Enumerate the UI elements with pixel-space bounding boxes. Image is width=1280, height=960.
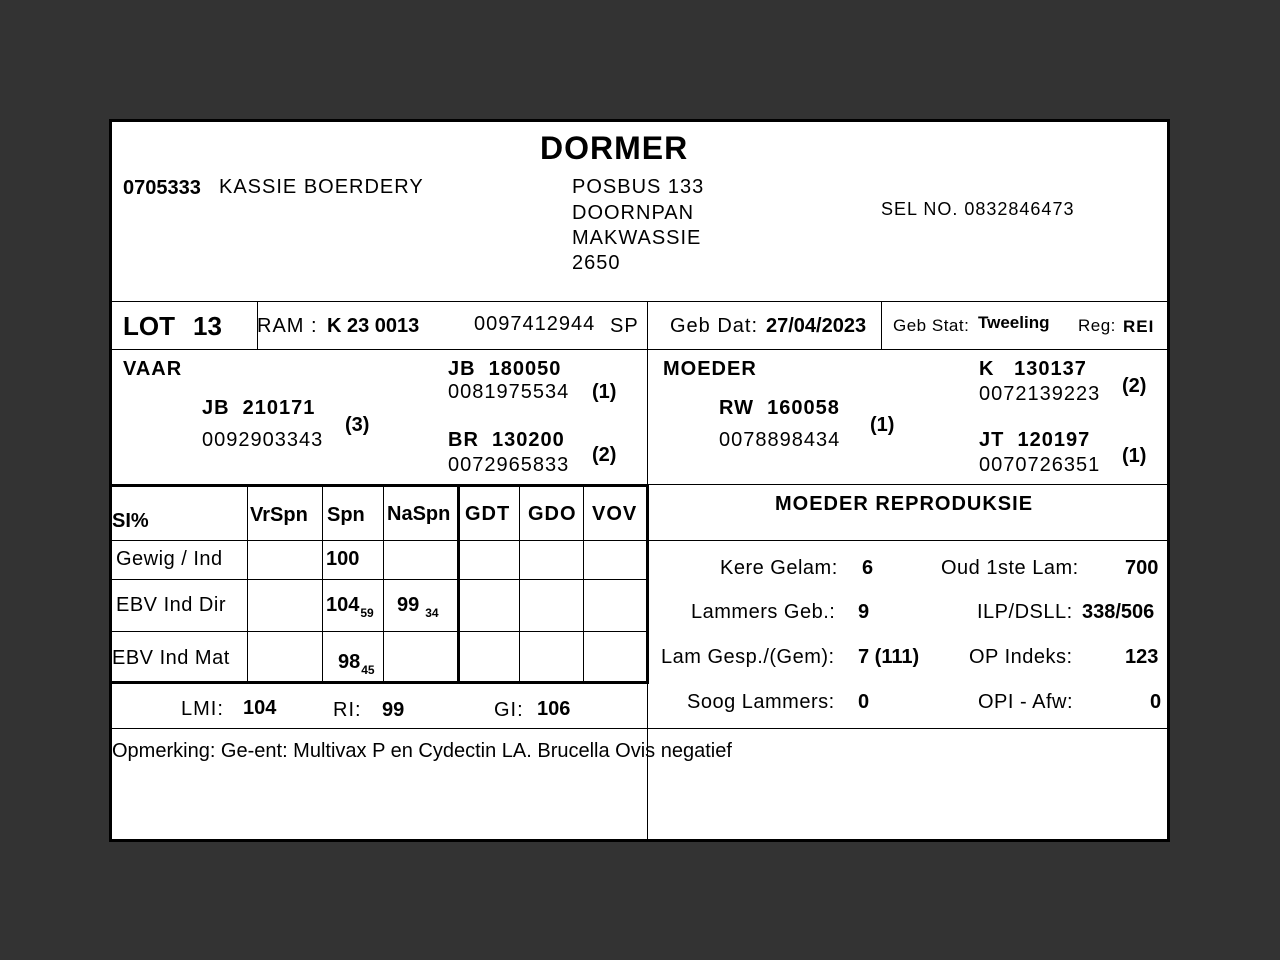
owner-number: 0705333 [123, 177, 201, 199]
ilp-value: 338/506 [1082, 601, 1155, 623]
naspn-subscript: 34 [425, 606, 439, 620]
address-line-1: POSBUS 133 [572, 176, 705, 198]
row-naspn-value [397, 594, 439, 620]
header-vov: VOV [592, 503, 638, 525]
row-label: EBV Ind Dir [116, 594, 226, 616]
gi-value: 106 [537, 698, 571, 720]
row-spn-value [338, 651, 375, 677]
kere-gelam-value: 6 [862, 557, 874, 579]
sire-dam-count: (2) [592, 444, 617, 466]
dam-count: (1) [870, 414, 895, 436]
row-label: Gewig / Ind [116, 548, 223, 570]
dam-label: MOEDER [663, 358, 757, 380]
cell-number: SEL NO. 0832846473 [881, 199, 1075, 219]
lam-gesp-label: Lam Gesp./(Gem): [661, 646, 835, 668]
header-gdo: GDO [528, 503, 577, 525]
naspn-value: 99 [397, 594, 420, 616]
lot-label: LOT [123, 311, 175, 341]
sire-dam-number: 0072965833 [448, 454, 570, 476]
soog-label: Soog Lammers: [687, 691, 835, 713]
dam-dam-number: 0070726351 [979, 454, 1101, 476]
oud-value: 700 [1125, 557, 1159, 579]
kere-gelam-label: Kere Gelam: [720, 557, 838, 579]
birth-date: 27/04/2023 [766, 315, 867, 337]
address-line-2: DOORNPAN [572, 202, 695, 224]
reg-value: REI [1123, 317, 1155, 336]
spn-subscript: 59 [360, 606, 374, 620]
dam-dam-id: JT 120197 [979, 429, 1091, 451]
dam-sire-id: K 130137 [979, 358, 1087, 380]
ri-value: 99 [382, 699, 405, 721]
sire-label: VAAR [123, 358, 183, 380]
sire-id: JB 210171 [202, 397, 316, 419]
owner-name: KASSIE BOERDERY [219, 176, 424, 198]
dam-sire-number: 0072139223 [979, 383, 1101, 405]
lmi-value: 104 [243, 697, 277, 719]
soog-value: 0 [858, 691, 870, 713]
lmi-label: LMI: [181, 698, 224, 720]
spn-subscript: 45 [361, 663, 375, 677]
birth-status: Tweeling [978, 313, 1050, 332]
ram-label: RAM : [257, 315, 318, 337]
ram-id: K 23 0013 [327, 315, 420, 337]
lot-card [109, 119, 1170, 842]
sire-dam-id: BR 130200 [448, 429, 565, 451]
dam-id: RW 160058 [719, 397, 840, 419]
ram-suffix: SP [610, 315, 639, 337]
breed-title: DORMER [540, 130, 689, 166]
row-spn-value: 100 [326, 548, 360, 570]
ilp-label: ILP/DSLL: [977, 601, 1073, 623]
sire-sire-count: (1) [592, 381, 617, 403]
header-si: SI% [112, 510, 149, 532]
header-gdt: GDT [465, 503, 511, 525]
reproduction-title: MOEDER REPRODUKSIE [775, 493, 1034, 515]
op-value: 123 [1125, 646, 1159, 668]
oud-label: Oud 1ste Lam: [941, 557, 1079, 579]
row-spn-value [326, 594, 374, 620]
opi-value: 0 [1150, 691, 1162, 713]
dam-sire-count: (2) [1122, 375, 1147, 397]
opi-label: OPI - Afw: [978, 691, 1074, 713]
spn-value: 98 [338, 651, 361, 673]
sire-count: (3) [345, 414, 370, 436]
ram-number: 0097412944 [474, 313, 596, 335]
row-label: EBV Ind Mat [112, 647, 230, 669]
sire-number: 0092903343 [202, 429, 324, 451]
address-line-3: MAKWASSIE [572, 227, 702, 249]
remark: Opmerking: Ge-ent: Multivax P en Cydectin LA. Brucella Ovis negatief [112, 740, 732, 762]
sire-sire-id: JB 180050 [448, 358, 562, 380]
ri-label: RI: [333, 699, 362, 721]
dam-number: 0078898434 [719, 429, 841, 451]
birth-status-label: Geb Stat: [893, 316, 970, 335]
header-vrspn: VrSpn [250, 504, 308, 526]
dam-dam-count: (1) [1122, 445, 1147, 467]
sire-sire-number: 0081975534 [448, 381, 570, 403]
gi-label: GI: [494, 699, 524, 721]
header-spn: Spn [327, 504, 365, 526]
lammers-geb-value: 9 [858, 601, 870, 623]
address-line-4: 2650 [572, 252, 621, 274]
header-naspn: NaSpn [387, 503, 451, 525]
lot-number: 13 [193, 311, 222, 341]
reg-label: Reg: [1078, 316, 1116, 335]
spn-value: 104 [326, 594, 360, 616]
lammers-geb-label: Lammers Geb.: [691, 601, 836, 623]
birth-date-label: Geb Dat: [670, 315, 759, 337]
lam-gesp-value: 7 (111) [858, 646, 920, 668]
op-label: OP Indeks: [969, 646, 1073, 668]
